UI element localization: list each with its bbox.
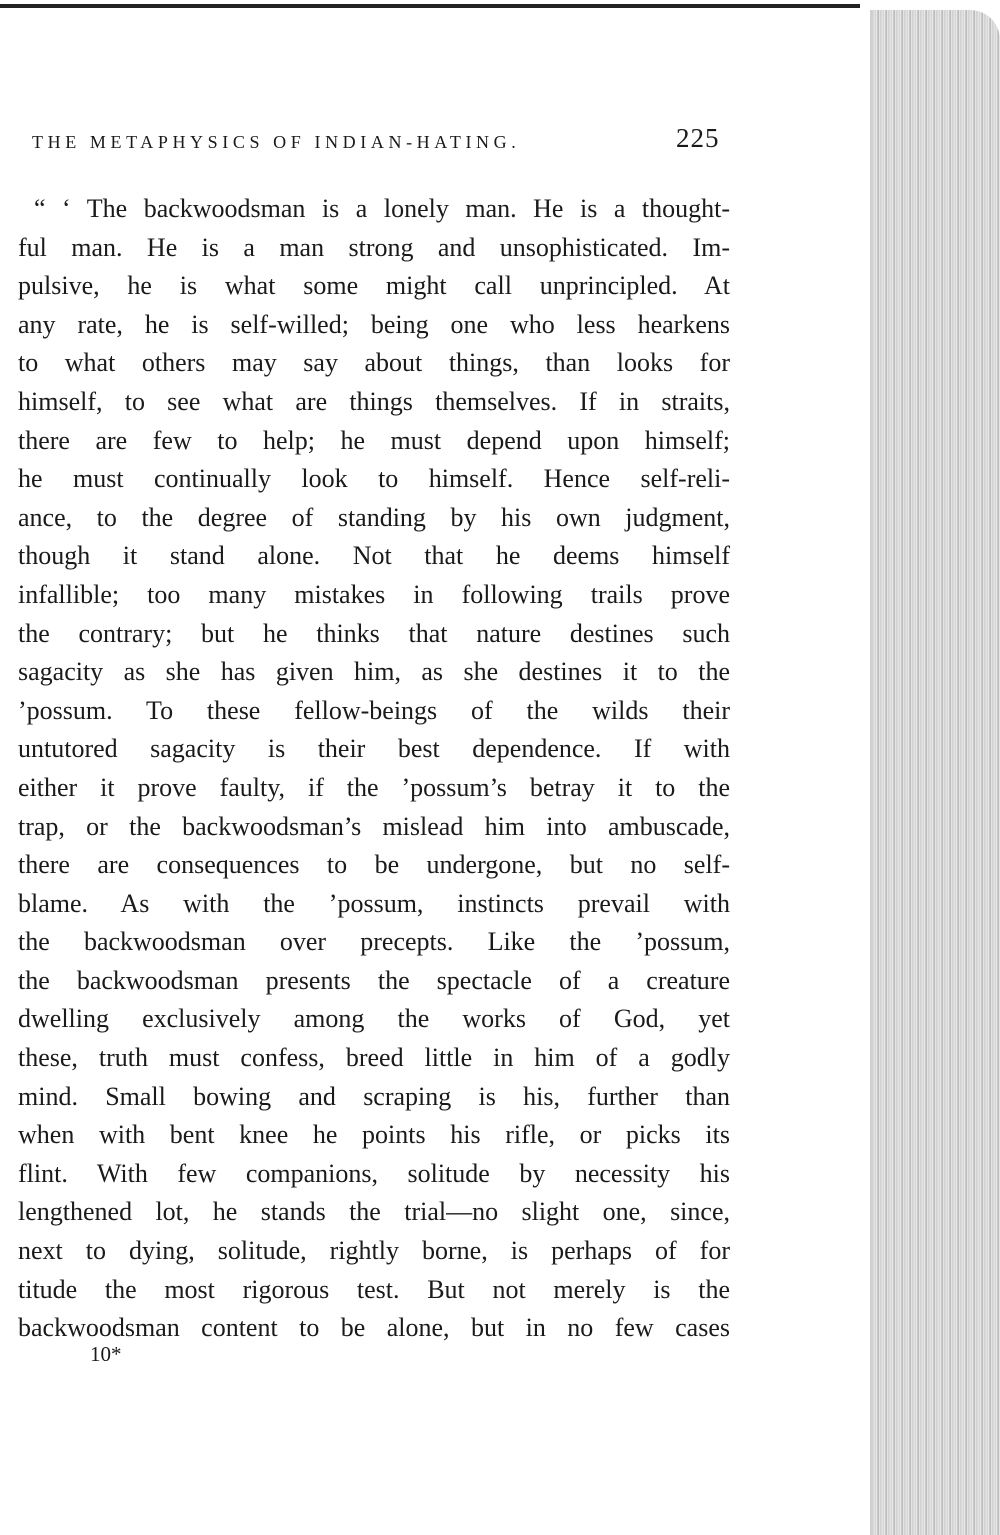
- text-line: “ ‘ The backwoodsman is a lonely man. He is a thought-: [34, 194, 730, 223]
- text-line: to what others may say about things, than looks for: [18, 348, 730, 378]
- text-line: ance, to the degree of standing by his own judgment,: [18, 502, 730, 532]
- text-line: mind. Small bowing and scraping is his, further than: [18, 1081, 730, 1111]
- text-line: blame. As with the ’possum, instincts prevail with: [18, 888, 730, 918]
- text-line: any rate, he is self-willed; being one who less hearkens: [18, 309, 730, 339]
- text-line: flint. With few companions, solitude by necessity his: [18, 1158, 730, 1188]
- running-title: THE METAPHYSICS OF INDIAN-HATING.: [32, 132, 521, 152]
- text-line: the backwoodsman over precepts. Like the ’possum,: [18, 927, 730, 957]
- text-line: sagacity as she has given him, as she destines it to the: [18, 657, 730, 687]
- text-line: pulsive, he is what some might call unprincipled. At: [18, 271, 730, 301]
- text-line: untutored sagacity is their best dependence. If with: [18, 734, 730, 764]
- text-line: either it prove faulty, if the ’possum’s betray it to the: [18, 772, 730, 802]
- text-line: though it stand alone. Not that he deems himself: [18, 541, 730, 571]
- text-line: there are few to help; he must depend upon himself;: [18, 425, 730, 455]
- text-line: he must continually look to himself. Hence self-reli-: [18, 464, 730, 494]
- page-number: 225: [676, 123, 720, 153]
- text-line: the backwoodsman presents the spectacle of a creature: [18, 965, 730, 995]
- text-line: ful man. He is a man strong and unsophisticated. Im-: [18, 232, 730, 262]
- text-line: dwelling exclusively among the works of God, yet: [18, 1004, 730, 1034]
- text-line: there are consequences to be undergone, but no self-: [18, 850, 730, 880]
- body-text: [18, 190, 730, 1348]
- text-line: trap, or the backwoodsman’s mislead him into ambuscade,: [18, 811, 730, 841]
- text-line: these, truth must confess, breed little in him of a godly: [18, 1043, 730, 1073]
- text-line: infallible; too many mistakes in following trails prove: [18, 579, 730, 609]
- text-line: the contrary; but he thinks that nature destines such: [18, 618, 730, 648]
- text-line: ’possum. To these fellow-beings of the wilds their: [18, 695, 730, 725]
- text-line: himself, to see what are things themselves. If in straits,: [18, 386, 730, 416]
- page-edge-texture: [870, 10, 1000, 1535]
- text-line: titude the most rigorous test. But not merely is the: [18, 1274, 730, 1304]
- text-line: lengthened lot, he stands the trial—no slight one, since,: [18, 1197, 730, 1227]
- text-line: backwoodsman content to be alone, but in no few cases: [18, 1313, 730, 1343]
- signature-mark: 10*: [90, 1342, 122, 1366]
- text-line: when with bent knee he points his rifle, or picks its: [18, 1120, 730, 1150]
- top-edge-rule: [0, 4, 860, 8]
- text-line: next to dying, solitude, rightly borne, is perhaps of for: [18, 1236, 730, 1266]
- running-head: [32, 123, 732, 154]
